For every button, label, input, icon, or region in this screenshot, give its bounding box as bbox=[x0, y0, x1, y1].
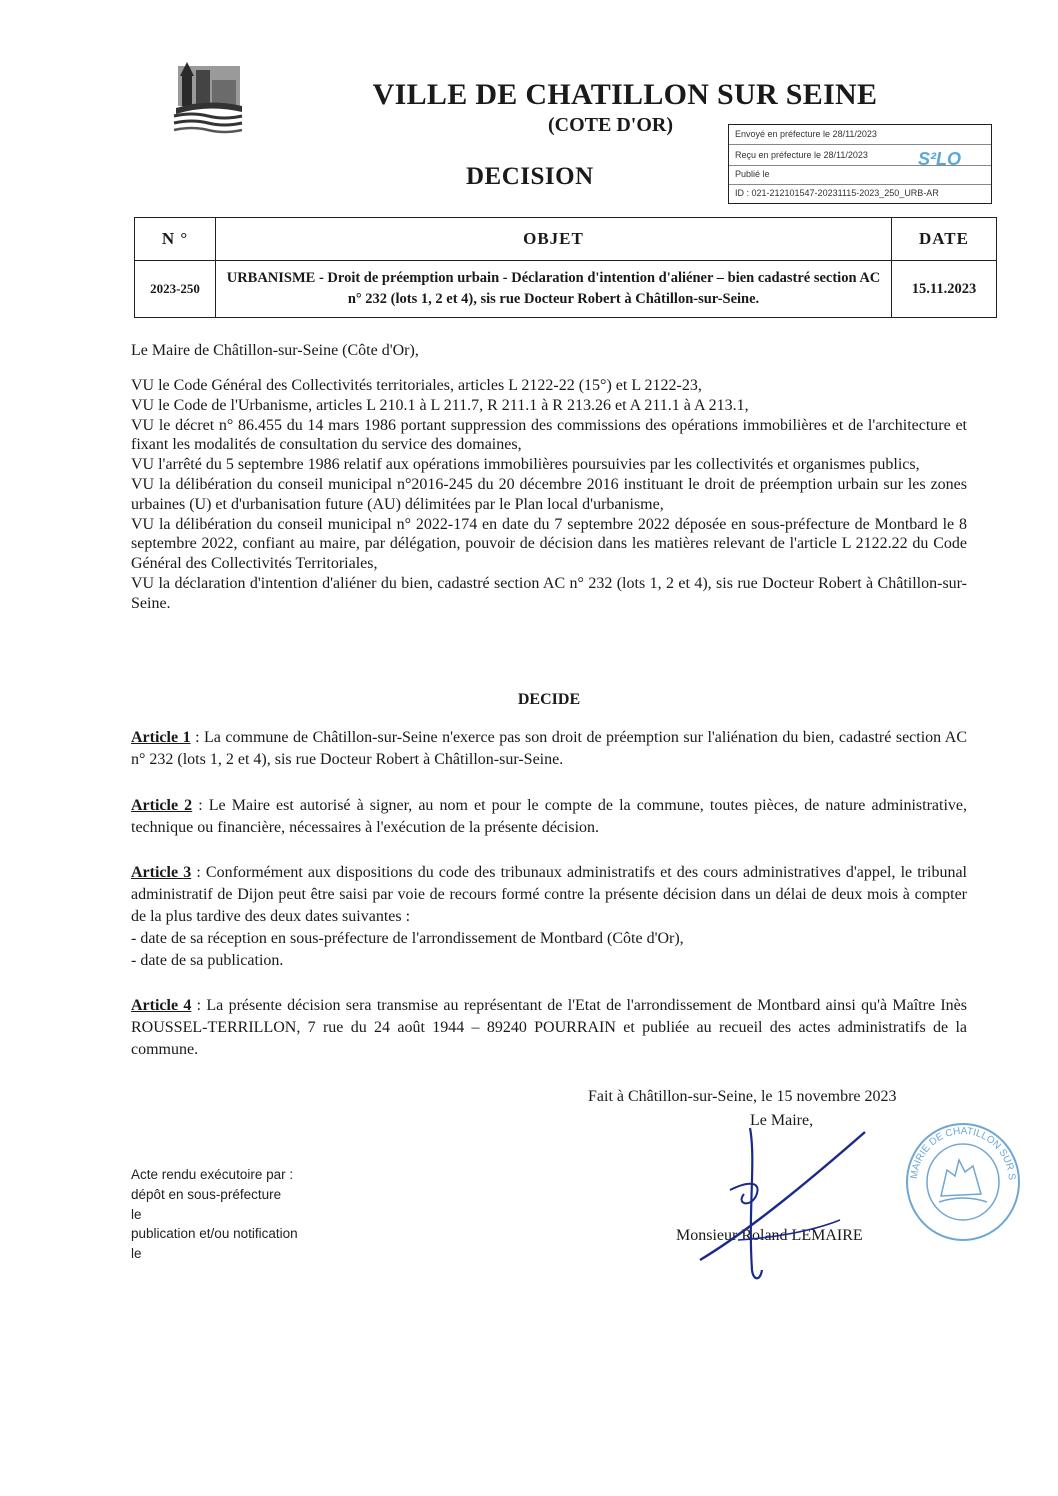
place-date: Fait à Châtillon-sur-Seine, le 15 novembre 2023 bbox=[588, 1088, 897, 1105]
mayor-role: Le Maire, bbox=[750, 1112, 814, 1129]
article-label: Article 3 bbox=[131, 864, 192, 881]
article-3 bbox=[131, 862, 967, 972]
vu-item: VU le Code Général des Collectivités territoriales, articles L 2122-22 (15°) et L 2122-23, bbox=[131, 377, 702, 394]
department-label: (COTE D'OR) bbox=[548, 114, 673, 136]
header-object: OBJET bbox=[216, 218, 892, 261]
decision-table bbox=[134, 217, 997, 318]
table-header-row bbox=[135, 218, 997, 261]
intro-line: Le Maire de Châtillon-sur-Seine (Côte d'Or), bbox=[131, 342, 419, 359]
s2low-logo: S²LO bbox=[918, 149, 961, 169]
article-label: Article 4 bbox=[131, 997, 192, 1014]
vu-item: VU l'arrêté du 5 septembre 1986 relatif aux opérations immobilières poursuivies par les collectivités et organismes publics, bbox=[131, 456, 920, 474]
header-date: DATE bbox=[892, 218, 997, 261]
executory-line: dépôt en sous-préfecture bbox=[131, 1186, 282, 1202]
executory-title: Acte rendu exécutoire par : bbox=[131, 1167, 294, 1182]
stamp-sent: Envoyé en préfecture le 28/11/2023 bbox=[735, 129, 877, 139]
article-text: : Le Maire est autorisé à signer, au nom et pour le compte de la commune, toutes pièces, de nature administrative, technique ou financière, nécessaires à l'exécution de la présente décision. bbox=[131, 797, 968, 836]
decision-object: URBANISME - Droit de préemption urbain - Déclaration d'intention d'aliéner – bien cadastré section AC n° 232 (lots 1, 2 et 4), sis rue Docteur Robert à Châtillon-sur-Seine. bbox=[216, 261, 892, 318]
stamp-published: Publié le bbox=[735, 169, 770, 179]
article-label: Article 1 bbox=[131, 729, 191, 746]
executory-line: publication et/ou notification bbox=[131, 1226, 298, 1242]
table-row bbox=[135, 261, 997, 318]
article-4 bbox=[131, 995, 967, 1061]
svg-text:MAIRIE DE CHATILLON SUR SEINE bbox=[903, 1120, 1017, 1181]
decide-heading: DECIDE bbox=[517, 691, 581, 708]
executory-note bbox=[131, 1165, 298, 1264]
vu-item: VU le Code de l'Urbanisme, articles L 210.1 à L 211.7, R 211.1 à R 213.26 et A 211.1 à A 213.1, bbox=[131, 396, 749, 414]
article-bullet: - date de sa réception en sous-préfecture de l'arrondissement de Montbard (Côte d'Or), bbox=[131, 930, 684, 947]
seal-text: MAIRIE DE CHATILLON SUR S bbox=[908, 1125, 1018, 1181]
handwritten-signature bbox=[690, 1120, 900, 1288]
article-bullet: - date de sa publication. bbox=[131, 952, 284, 969]
vu-item: VU le décret n° 86.455 du 14 mars 1986 portant suppression des commissions des opérations immobilières et de l'architecture et fixant les modalités de consultation du service des domaines, bbox=[131, 416, 967, 454]
prefecture-stamp bbox=[728, 124, 992, 204]
vus-list bbox=[131, 376, 967, 614]
article-text: : La commune de Châtillon-sur-Seine n'exerce pas son droit de préemption sur l'aliénation du bien, cadastré section AC n° 232 (lots 1, 2 et 4), sis rue Docteur Robert à Châtillon-sur-Seine. bbox=[131, 729, 968, 768]
article-2 bbox=[131, 795, 967, 839]
stamp-received: Reçu en préfecture le 28/11/2023 bbox=[735, 150, 868, 160]
article-label: Article 2 bbox=[131, 797, 193, 814]
mayor-name: Monsieur Roland LEMAIRE bbox=[676, 1227, 863, 1244]
article-text: : Conformément aux dispositions du code des tribunaux administratifs et des cours administratives d'appel, le tribunal administratif de Dijon peut être saisi par voie de recours formé contre la présente décision dans un délai de deux mois à compter de la plus tardive des deux dates suivantes : bbox=[131, 864, 968, 925]
document-type: DECISION bbox=[466, 163, 594, 190]
stamp-id: ID : 021-212101547-20231115-2023_250_URB-AR bbox=[735, 188, 939, 198]
town-logo bbox=[168, 58, 248, 136]
header-num: N ° bbox=[135, 218, 216, 261]
vu-item: VU la déclaration d'intention d'aliéner du bien, cadastré section AC n° 232 (lots 1, 2 et 4), sis rue Docteur Robert à Châtillon-sur-Seine. bbox=[131, 574, 967, 612]
mairie-seal bbox=[903, 1120, 1023, 1244]
executory-line: le bbox=[131, 1206, 142, 1222]
decision-date: 15.11.2023 bbox=[892, 261, 997, 318]
article-1 bbox=[131, 727, 967, 771]
vu-item: VU la délibération du conseil municipal n° 2022-174 en date du 7 septembre 2022 déposée en sous-préfecture de Montbard le 8 septembre 2022, confiant au maire, par délégation, pouvoir de décision dans les matières relevant de l'article L 2122.22 du Code Général des Collectivités Territoriales, bbox=[131, 515, 967, 573]
vu-item: VU la délibération du conseil municipal n°2016-245 du 20 décembre 2016 instituant le droit de préemption urbain sur les zones urbaines (U) et d'urbanisation future (AU) délimitées par le Plan local d'urbanisme, bbox=[131, 475, 967, 513]
article-text: : La présente décision sera transmise au représentant de l'Etat de l'arrondissement de Montbard ainsi qu'à Maître Inès ROUSSEL-TERRILLON, 7 rue du 24 août 1944 – 89240 POURRAIN et publiée au recueil des actes administratifs de la commune. bbox=[131, 997, 968, 1058]
executory-line: le bbox=[131, 1246, 142, 1262]
decision-number: 2023-250 bbox=[135, 261, 216, 318]
town-title: VILLE DE CHATILLON SUR SEINE bbox=[372, 78, 878, 111]
